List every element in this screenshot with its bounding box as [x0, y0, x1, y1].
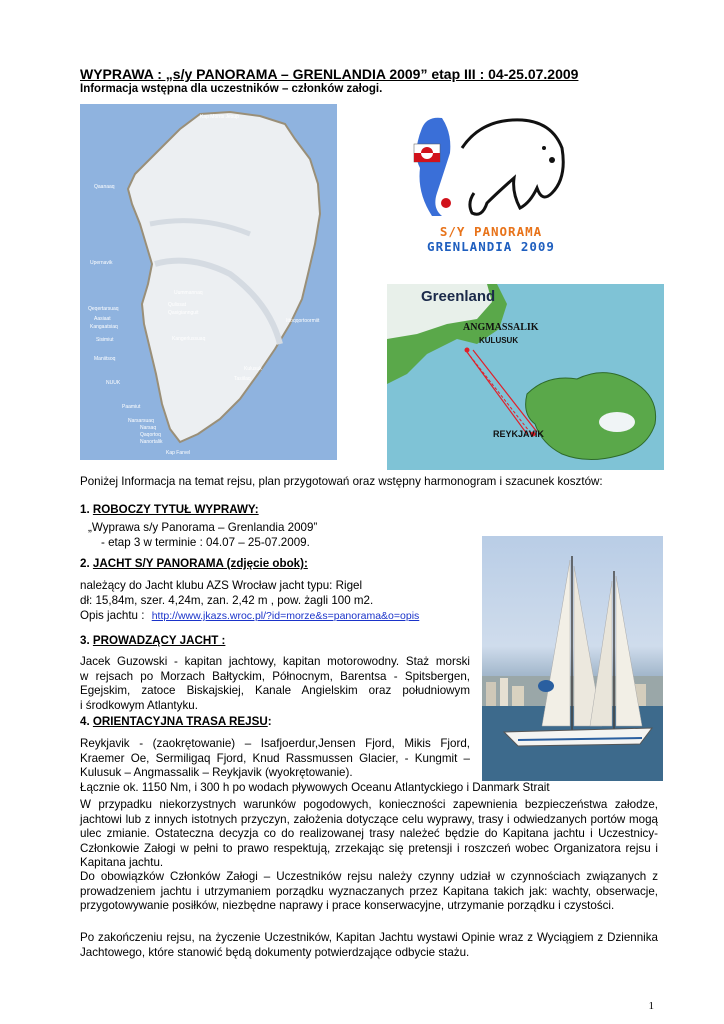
route-map-label: KULUSUK [479, 336, 519, 345]
section-number: 3. [80, 634, 90, 647]
section-number: 1. [80, 503, 90, 516]
logo-line-2: GRENLANDIA 2009 [427, 239, 555, 254]
route-description [80, 737, 470, 781]
route-line: Kulusuk – Angmassalik – Reykjavik (wyokrętowanie). [80, 766, 353, 780]
crew-duties: Do obowiązków Członków Załogi – Uczestników rejsu należy czynny udział w czynnościach związanych z prowadzeniem jachtu i utrzymaniem porządku wyznaczanych przez Kapitana takich jak: wachty, obserwacje, przygotowywanie posiłków, niezbędne naprawy i prace konserwacyjne, utrzymanie porządku i czystości. [80, 870, 658, 913]
map-label: Maniitsoq [94, 356, 116, 362]
weather-clause: W przypadku niekorzystnych warunków pogodowych, konieczności zapewnienia bezpieczeństwa załodze, jachtowi lub z innych istotnych przyczyn, założenia dotyczące celu wyprawy, trasy i odwiedzanych portów mogą ulec zmianie. Ostateczna decyzja co do realizowanej trasy należeć będzie do Kapitana jachtu i Uczestnicy-Członkowie Załogi w pełni to prawo respektują, zrzekając się pretensji i roszczeń wobec Organizatora rejsu i Kapitana jachtu. [80, 798, 658, 870]
section-2-heading [80, 557, 308, 570]
route-map-label: ANGMASSALIK [463, 322, 539, 333]
route-map-title: Greenland [421, 288, 496, 305]
working-title: „Wyprawa s/y Panorama – Grenlandia 2009” [88, 521, 318, 534]
yacht-description-link[interactable]: http://www.jkazs.wroc.pl/?id=morze&s=panorama&o=opis [151, 610, 420, 622]
map-label: Qasigiannguit [168, 310, 199, 316]
map-label: Qaqortoq [140, 432, 161, 438]
map-label: Kangerlussuaq [172, 336, 206, 342]
map-label: Tasiilaq [234, 376, 251, 382]
map-label: Kulusuk [244, 366, 262, 372]
polar-bear-logo-graphic [402, 108, 578, 228]
yacht-photo-graphic [482, 536, 663, 781]
skipper-line: i środkowym Atlantyku. [80, 698, 198, 712]
skipper-info [80, 655, 470, 713]
document-subtitle: Informacja wstępna dla uczestników – członków załogi. [80, 83, 383, 95]
yacht-description [80, 609, 419, 624]
map-label: Paamiut [122, 404, 141, 410]
yacht-description-label: Opis jachtu : [80, 609, 145, 622]
skipper-line: Egejskim, zatoce Biskajskiej, Kanale Angielskim oraz południowym [80, 684, 470, 698]
map-label: Uummannaq [174, 290, 203, 296]
page-number: 1 [648, 1000, 654, 1012]
section-title: ORIENTACYJNA TRASA REJSU [92, 715, 268, 728]
map-label: Sisimiut [96, 337, 114, 343]
map-label: Qeqertarsuaq [88, 306, 119, 312]
section-title: ROBOCZY TYTUŁ WYPRAWY: [92, 503, 259, 516]
section-3-heading [80, 634, 225, 647]
route-line: Reykjavik - (zaokrętowanie) – Isafjoerdur,Jensen Fjord, Mikis Fjord, [80, 737, 470, 750]
certificate-note: Po zakończeniu rejsu, na życzenie Uczestników, Kapitan Jachtu wystawi Opinie wraz z Wyciągiem z Dziennika Jachtowego, które stanowić będą dokumenty potwierdzające odbycie stażu. [80, 931, 658, 959]
section-1-heading [80, 503, 259, 516]
map-label: Nanortalik [140, 439, 163, 445]
yacht-specs: dł: 15,84m, szer. 4,24m, zan. 2,42 m , pow. żagli 100 m2. [80, 594, 374, 607]
stage-dates: - etap 3 w terminie : 04.07 – 25-07.2009. [101, 536, 310, 549]
expedition-logo [402, 108, 578, 258]
yacht-owner: należący do Jacht klubu AZS Wrocław jacht typu: Rigel [80, 579, 363, 592]
greenland-map-graphic [80, 104, 337, 460]
map-label: Narsarsuaq [128, 418, 154, 424]
section-number: 2. [80, 557, 90, 570]
map-label: Qulissat [168, 302, 187, 308]
map-label: Aasiaat [94, 316, 111, 322]
logo-line-1: S/Y PANORAMA [439, 224, 543, 239]
yacht-photo [482, 536, 663, 781]
map-label: Kangaatsiaq [90, 324, 118, 330]
map-label: Ittoqqortoormiit [286, 318, 320, 324]
route-line: Kraemer Oe, Sermiligaq Fjord, Knud Rassmussen Glacier, - Kungmit – [80, 751, 470, 765]
skipper-line: Jacek Guzowski - kapitan jachtowy, kapitan motorowodny. Staż morski [80, 655, 470, 668]
section-title: JACHT S/Y PANORAMA (zdjęcie obok): [92, 557, 308, 570]
greenland-map [80, 104, 337, 460]
section-4-heading [80, 715, 272, 728]
section-number: 4. [80, 715, 90, 728]
section-title: PROWADZĄCY JACHT : [92, 634, 226, 647]
map-label: Narsaq [140, 425, 157, 431]
route-map [387, 284, 664, 470]
route-map-graphic [387, 284, 664, 470]
map-label: NUUK [106, 380, 121, 386]
route-distance: Łącznie ok. 1150 Nm, i 300 h po wodach pływowych Oceanu Atlantyckiego i Danmark Strait [80, 781, 550, 794]
route-map-label: REYKJAVIK [493, 429, 544, 439]
map-label: Upernavik [90, 260, 113, 266]
skipper-line: w rejsach po Morzach Bałtyckim, Północnym, Barentsa - Spitsbergen, [80, 669, 470, 683]
section-title-colon: : [267, 715, 272, 728]
map-label: Kap Farvel [166, 450, 191, 456]
document-title: WYPRAWA : „s/y PANORAMA – GRENLANDIA 2009” etap III : 04-25.07.2009 [80, 66, 579, 82]
map-label: Kap Morris Jesup [200, 114, 239, 120]
intro-text: Poniżej Informacja na temat rejsu, plan przygotowań oraz wstępny harmonogram i szacunek kosztów: [80, 475, 603, 488]
map-label: Qaanaaq [94, 184, 115, 190]
